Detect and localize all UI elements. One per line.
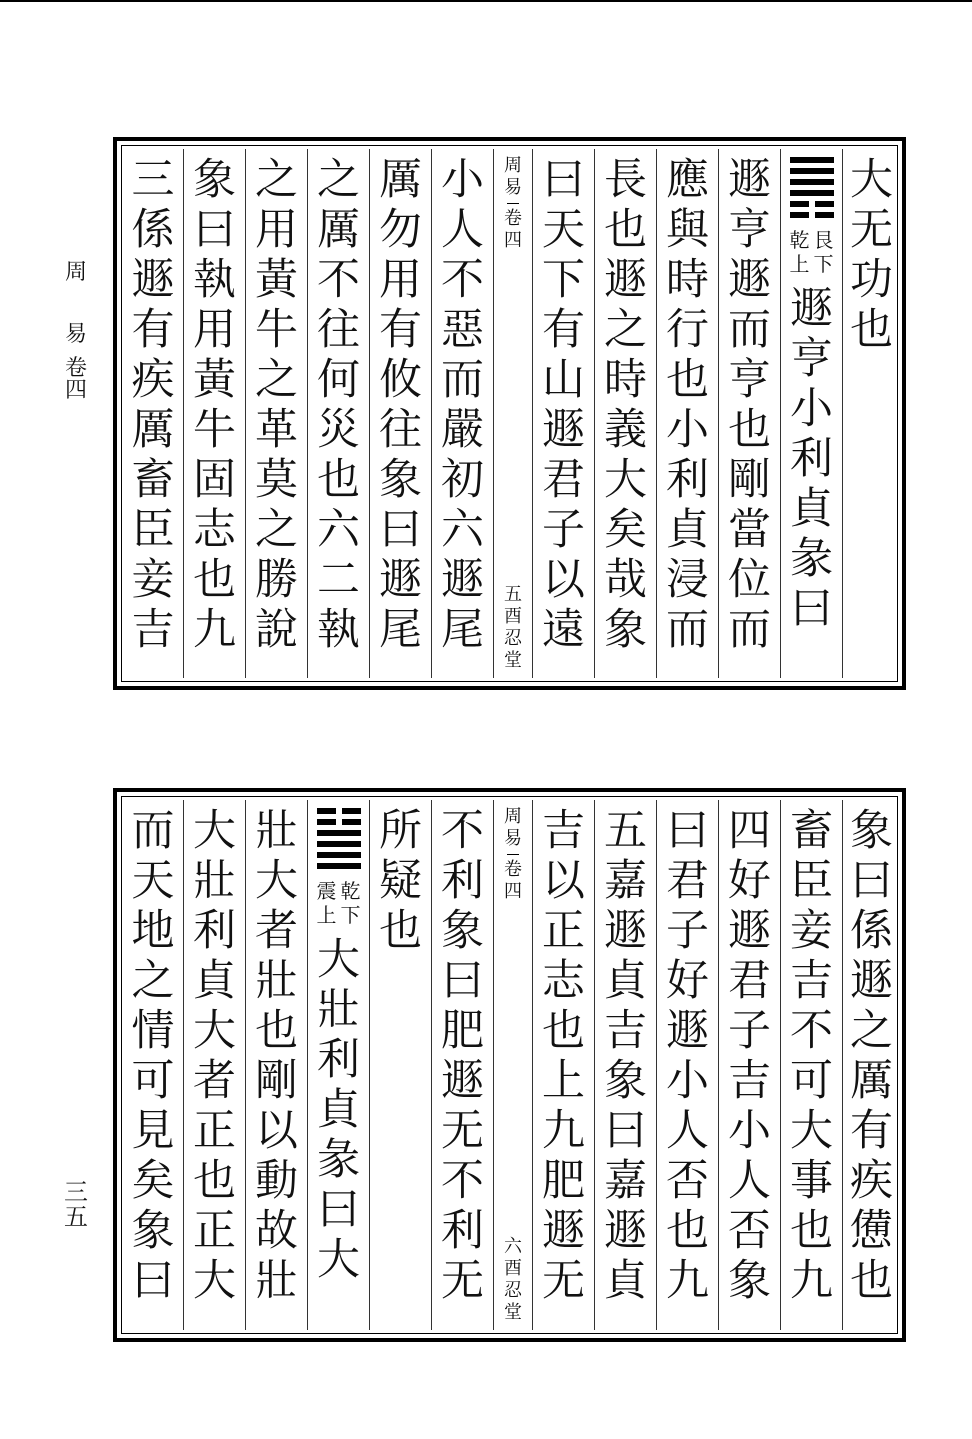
column-text: 大 壯 利 貞 彖 曰 大: [317, 935, 360, 1285]
fold-hall-char: 酉: [504, 1258, 522, 1279]
column-text: 大 无 功 也: [850, 155, 893, 355]
running-head-char: 卷: [64, 356, 87, 381]
text-column: [843, 800, 900, 1330]
fold-center-strip: [494, 149, 532, 678]
fold-title-char: 易: [504, 177, 522, 198]
text-column: [595, 800, 656, 1330]
fold-center-strip: [494, 800, 532, 1330]
column-text: 之 用 黃 牛 之 革 莫 之 勝 說: [255, 155, 298, 655]
text-column: [719, 149, 780, 678]
hexagram-icon: [317, 808, 361, 869]
fold-title-char: 周: [504, 806, 522, 827]
column-text: 而 天 地 之 情 可 見 矣 象 曰: [131, 806, 175, 1306]
column-text: 曰 天 下 有 山 遯 君 子 以 遠: [542, 155, 585, 655]
trigram-label-lower: 震 上: [316, 879, 337, 927]
column-text: 三 係 遯 有 疾 厲 畜 臣 妾 吉: [131, 155, 175, 655]
column-text: 遯 亨 小 利 貞 彖 曰: [790, 284, 833, 634]
page-block-upper: [113, 137, 906, 690]
text-column: [432, 149, 493, 678]
text-column: [184, 800, 245, 1330]
fold-title-char: 易: [504, 828, 522, 849]
running-head-char: 易: [64, 322, 87, 347]
running-head: [62, 262, 90, 402]
column-text: 象 曰 執 用 黃 牛 固 志 也 九: [193, 155, 236, 655]
fold-volume-char: 四: [504, 230, 522, 251]
text-column: [123, 149, 183, 678]
fold-hall-char: 酉: [504, 606, 522, 627]
fold-hall-char: 堂: [504, 1302, 522, 1323]
text-column: [370, 800, 431, 1330]
column-text: 五 嘉 遯 貞 吉 象 曰 嘉 遯 貞: [604, 806, 647, 1306]
hexagram-dun: [781, 149, 842, 276]
fold-hall-char: 堂: [504, 650, 522, 671]
text-column: [781, 800, 842, 1330]
column-text: 厲 勿 用 有 攸 往 象 曰 遯 尾: [379, 155, 422, 655]
hexagram-icon: [790, 157, 834, 218]
text-column-with-hexagram: [308, 800, 369, 1330]
trigram-label-upper: 艮 下: [813, 228, 834, 276]
column-text: 畜 臣 妾 吉 不 可 大 事 也 九: [790, 806, 833, 1306]
page-number-char: 三: [64, 1178, 88, 1206]
trigram-label-upper: 乾 下: [340, 879, 361, 927]
column-text: 四 好 遯 君 子 吉 小 人 否 象: [728, 806, 771, 1306]
column-text: 壯 大 者 壯 也 剛 以 動 故 壯: [255, 806, 298, 1306]
text-column: [370, 149, 431, 678]
page-number: [60, 1180, 92, 1230]
text-column: [432, 800, 493, 1330]
text-column: [719, 800, 780, 1330]
column-text: 應 與 時 行 也 小 利 貞 浸 而: [666, 155, 709, 655]
text-column: [184, 149, 245, 678]
fold-volume-char: 卷: [504, 208, 522, 229]
text-column: [843, 149, 900, 678]
text-column: [308, 149, 369, 678]
text-column: [657, 149, 718, 678]
column-text: 遯 亨 遯 而 亨 也 剛 當 位 而: [728, 155, 771, 655]
text-column: [246, 800, 307, 1330]
fold-volume-char: 四: [504, 881, 522, 902]
fold-hall-char: 忍: [504, 1280, 522, 1301]
column-text: 小 人 不 惡 而 嚴 初 六 遯 尾: [441, 155, 484, 655]
trigram-label-lower: 乾 上: [789, 228, 810, 276]
text-column: [246, 149, 307, 678]
column-text: 所 疑 也: [379, 806, 422, 956]
fold-separator: [507, 203, 519, 204]
fold-hall-char: 忍: [504, 628, 522, 649]
running-head-char: 四: [64, 378, 87, 403]
page-block-lower: [113, 788, 906, 1342]
text-column: [123, 800, 183, 1330]
column-text: 長 也 遯 之 時 義 大 矣 哉 象: [604, 155, 647, 655]
column-text: 之 厲 不 往 何 災 也 六 二 執: [317, 155, 360, 655]
column-text: 大 壯 利 貞 大 者 正 也 正 大: [193, 806, 236, 1306]
fold-separator: [507, 854, 519, 855]
fold-folio-char: 五: [504, 584, 522, 605]
text-column-with-hexagram: [781, 149, 842, 678]
running-head-char: 周: [64, 260, 87, 285]
fold-volume-char: 卷: [504, 859, 522, 880]
fold-title-char: 周: [504, 155, 522, 176]
text-column: [533, 149, 594, 678]
top-border-line: [0, 0, 972, 2]
hexagram-dazhuang: [308, 800, 369, 927]
column-text: 曰 君 子 好 遯 小 人 否 也 九: [666, 806, 709, 1306]
text-column: [533, 800, 594, 1330]
column-text: 象 曰 係 遯 之 厲 有 疾 憊 也: [850, 806, 893, 1306]
column-text: 吉 以 正 志 也 上 九 肥 遯 无: [542, 806, 585, 1306]
fold-folio-char: 六: [504, 1236, 522, 1257]
column-text: 不 利 象 曰 肥 遯 无 不 利 无: [441, 806, 484, 1306]
text-column: [595, 149, 656, 678]
page-number-char: 五: [64, 1203, 88, 1232]
text-column: [657, 800, 718, 1330]
